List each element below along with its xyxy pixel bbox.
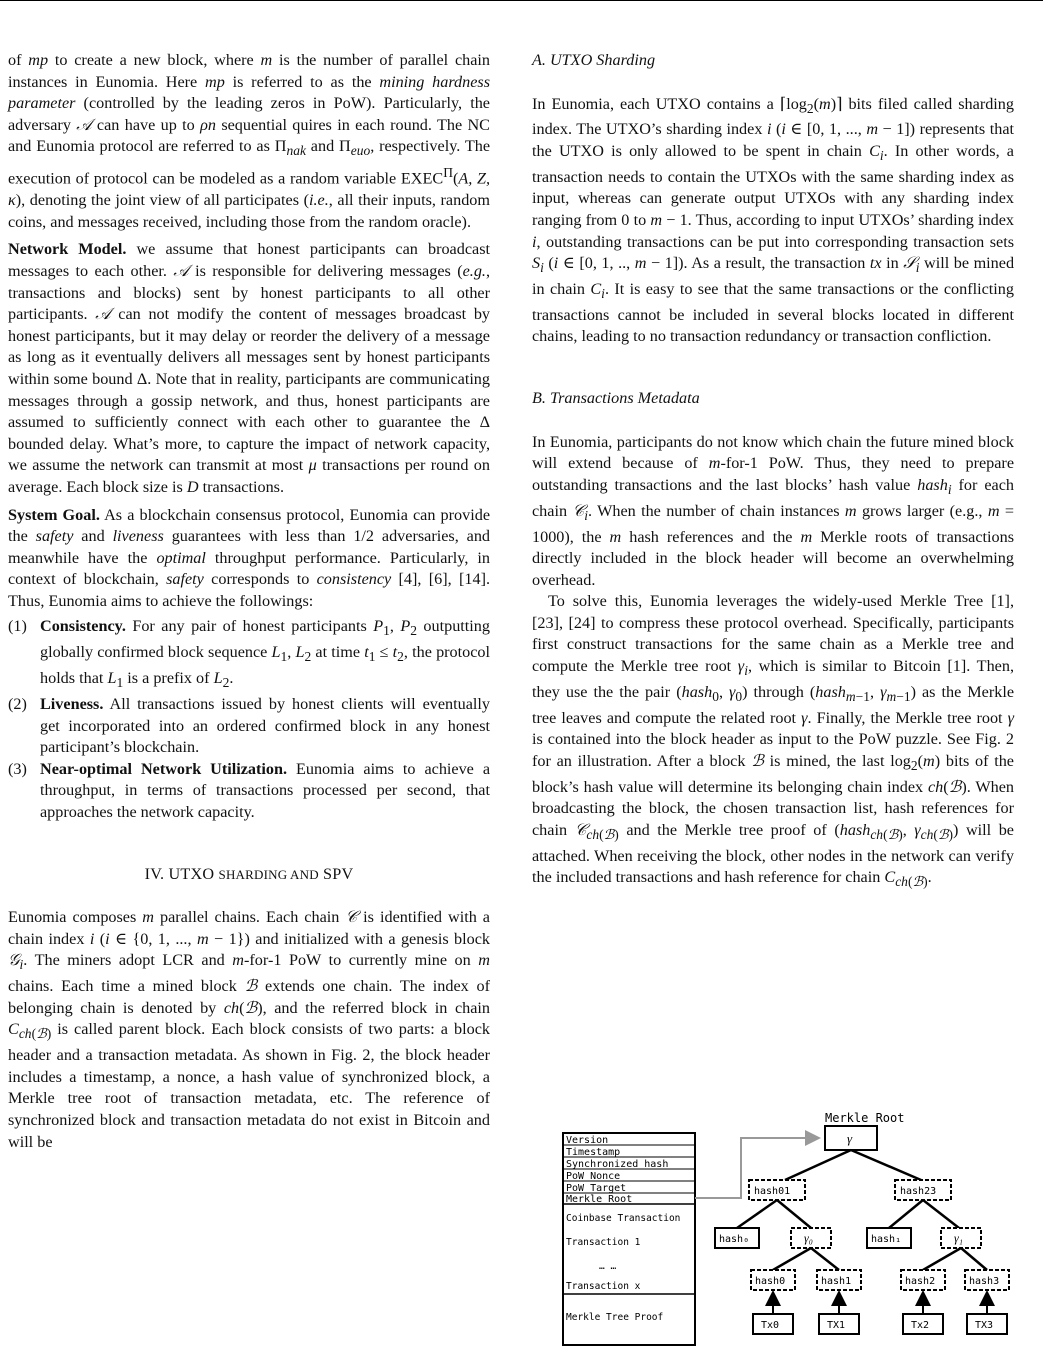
field-merkle-proof: Merkle Tree Proof (566, 1312, 664, 1323)
label-hash-0: hash₀ (719, 1234, 750, 1245)
field-pow-nonce: PoW Nonce (566, 1171, 621, 1182)
field-merkle-root: Merkle Root (566, 1194, 633, 1205)
goal-item-liveness: (2) Liveness. All transactions issued by honest clients will eventually get incorporated into an ordered confirmed block in any honest participant’s blockchain. (8, 694, 491, 757)
field-sync-hash: Synchronized hash (566, 1159, 669, 1170)
label-leaf-hash1: hash1 (821, 1276, 852, 1287)
field-version: Version (566, 1135, 609, 1146)
left-column (8, 50, 490, 1153)
label-tx2: Tx2 (911, 1320, 930, 1331)
network-model-paragraph: Network Model. we assume that honest participants can broadcast messages to each other. 𝒜 is responsible for delivering messages (e.g., transactions and blocks) sent by honest participants to all other participants. 𝒜 can not modify the content of messages broadcast by honest participants, but it may delay or reorder the delivery of a message as long as it eventually delivers all messages sent by honest participants within some bound Δ. Note that in reality, participants are communicating messages through a gossip network, and thus, honest participants are assumed to sufficiently connect with each other to guarantee the Δ bounded delay. What’s more, to capture the impact of network capacity, we assume the network can transmit at most μ transactions per round on average. Each block size is D transactions. (8, 240, 491, 496)
merkle-tree-figure (555, 1108, 1025, 1348)
network-model-heading: Network Model. (8, 240, 127, 259)
field-coinbase: Coinbase Transaction (566, 1213, 681, 1224)
label-leaf-hash3: hash3 (969, 1276, 1000, 1287)
merkle-root-label: Merkle Root (825, 1111, 905, 1125)
root-gamma: γ (847, 1131, 853, 1146)
left-paragraph-last: Eunomia composes m parallel chains. Each chain 𝒞 is identified with a chain index i (i ∈ {0, 1, ..., m − 1}) and initialized with a genesis block 𝒢$_i$. The miners adopt LCR and m-for-1 PoW to currently mine on m chains. Each time a mined block ℬ extends one chain. The index of belonging chain is denoted by ch(ℬ), and the referred block in chain $C_{ch(ℬ)}$ is called parent block. Each block consists of two parts: a block header and a transaction metadata. As shown in Fig. 2, the block header includes a timestamp, a nonce, a hash value of synchronized block, a Merkle tree root of transaction metadata, etc. The reference of synchronized block and transaction metadata do not exist in Bitcoin and will be (8, 908, 490, 1151)
section-a-heading: A. UTXO Sharding (532, 51, 656, 69)
section-b-heading: B. Transactions Metadata (532, 389, 700, 408)
section-a-paragraph: In Eunomia, each UTXO contains a $⌈\log_2(m)⌉$ bits filed called sharding index. The UTXO’s sharding index i (i ∈ [0, 1, ..., m − 1]) represents that the UTXO is only allowed to be spent in chain $C_i$. In other words, a transaction needs to contain the UTXOs with the same sharding index as input, whereas can generate output UTXOs with any sharding index ranging from 0 to m − 1. Thus, according to input UTXOs’ sharding index i, outstanding transactions can be put into corresponding transaction sets $S_i$ (i ∈ [0, 1, .., m − 1]). As a result, the transaction tx in 𝒮$_i$ will be mined in chain $C_i$. It is easy to see that the same transactions or the conflicting transactions cannot be included in several blocks located in different chains, leading to no transaction redundancy or transaction confliction. (532, 94, 1015, 346)
left-paragraph-1: of mp to create a new block, where m is the number of parallel chain instances in Eunomia. Here mp is referred to as the mining hardness parameter (controlled by the leading zeros in PoW). Particularly, the adversary 𝒜 can have up to ρn sequential quires in each round. The NC and Eunomia protocol are referred to as $\Pi_{nak}$ and $\Pi_{euo}$, respectively. The execution of protocol can be modeled as a random variable $EXEC^\Pi(A$, Z, κ), denoting the joint view of all participates (i.e., all their inputs, random coins, and messages received, including those from the random oracle). (8, 51, 491, 231)
system-goal-heading: System Goal. (8, 505, 100, 524)
field-transaction-1: Transaction 1 (566, 1237, 641, 1248)
section-b-paragraph-1: In Eunomia, participants do not know which chain the future mined block will extend because of m-for-1 PoW. Thus, they need to prepare outstanding transactions and the last blocks’ hash value hash$_i$ for each chain 𝒞$_i$. When the number of chain instances m grows larger (e.g., m = 1000), the m hash references and the m Merkle roots of transactions directly included in the block header will become an overwhelming overhead. (532, 432, 1014, 589)
label-tx1: TX1 (827, 1320, 846, 1331)
goal-list (8, 616, 490, 823)
field-timestamp: Timestamp (566, 1147, 621, 1158)
label-gamma-1: γ₁ (954, 1231, 963, 1245)
label-leaf-hash0: hash0 (755, 1276, 786, 1287)
label-hash23: hash23 (900, 1186, 937, 1197)
goal-item-consistency: (1) Consistency. For any pair of honest participants $P_1$, $P_2$ outputting globally confirmed block sequence $L_1$, $L_2$ at time $t_1 \le t_2$, the protocol holds that $L_1$ is a prefix of $L_2$. (8, 617, 491, 691)
system-goal-paragraph: System Goal. As a blockchain consensus protocol, Eunomia can provide the safety and liveness guarantees with less than 1/2 adversaries, and meanwhile have the optimal throughput performance. Particularly, in context of blockchain, safety corresponds to consistency [4], [6], [14]. Thus, Eunomia aims to achieve the followings: (8, 505, 491, 610)
section-b-paragraph-2: To solve this, Eunomia leverages the widely-used Merkle Tree [1], [23], [24] to compress these protocol overhead. Specifically, participants first construct transactions for the same chain as a Merkle tree and compute the Merkle tree root $\gamma_i$, which is similar to Bitcoin [1]. Then, they use the the pair (hash$_0$, $\gamma_0$) through (hash$_{m-1}$, $\gamma_{m-1}$) as the Merkle tree leaves and compute the related root γ. Finally, the Merkle tree root γ is contained into the block header as input to the PoW puzzle. See Fig. 2 for an illustration. After a block ℬ is mined, the last $\log_2(m)$ bits of the block’s hash value will determine its belonging chain index ch(ℬ). When broadcasting the block, the chosen transaction list, hash references for chain 𝒞$_{ch(ℬ)}$ and the Merkle tree proof of (hash$_{ch(ℬ)}$, $\gamma_{ch(ℬ)}$) will be attached. When receiving the block, other nodes in the network can verify the included transactions and hash reference for chain $C_{ch(ℬ)}$. (532, 592, 1015, 890)
field-ellipsis: … … (599, 1261, 617, 1272)
label-hash01: hash01 (754, 1186, 791, 1197)
section-title: IV. UTXO SHARDING AND SPV (144, 864, 354, 883)
field-transaction-x: Transaction x (566, 1281, 641, 1292)
field-pow-target: PoW Target (566, 1183, 627, 1194)
label-gamma-0: γ₀ (804, 1231, 813, 1245)
goal-item-utilization: (3) Near-optimal Network Utilization. Eunomia aims to achieve a throughput, in terms of transactions processed per second, that approaches the network capacity. (8, 759, 491, 821)
label-tx3: TX3 (975, 1320, 994, 1331)
right-column (532, 50, 1014, 893)
top-rule (0, 0, 1043, 1)
label-leaf-hash2: hash2 (905, 1276, 936, 1287)
label-hash-1: hash₁ (871, 1234, 902, 1245)
label-tx0: Tx0 (761, 1320, 780, 1331)
